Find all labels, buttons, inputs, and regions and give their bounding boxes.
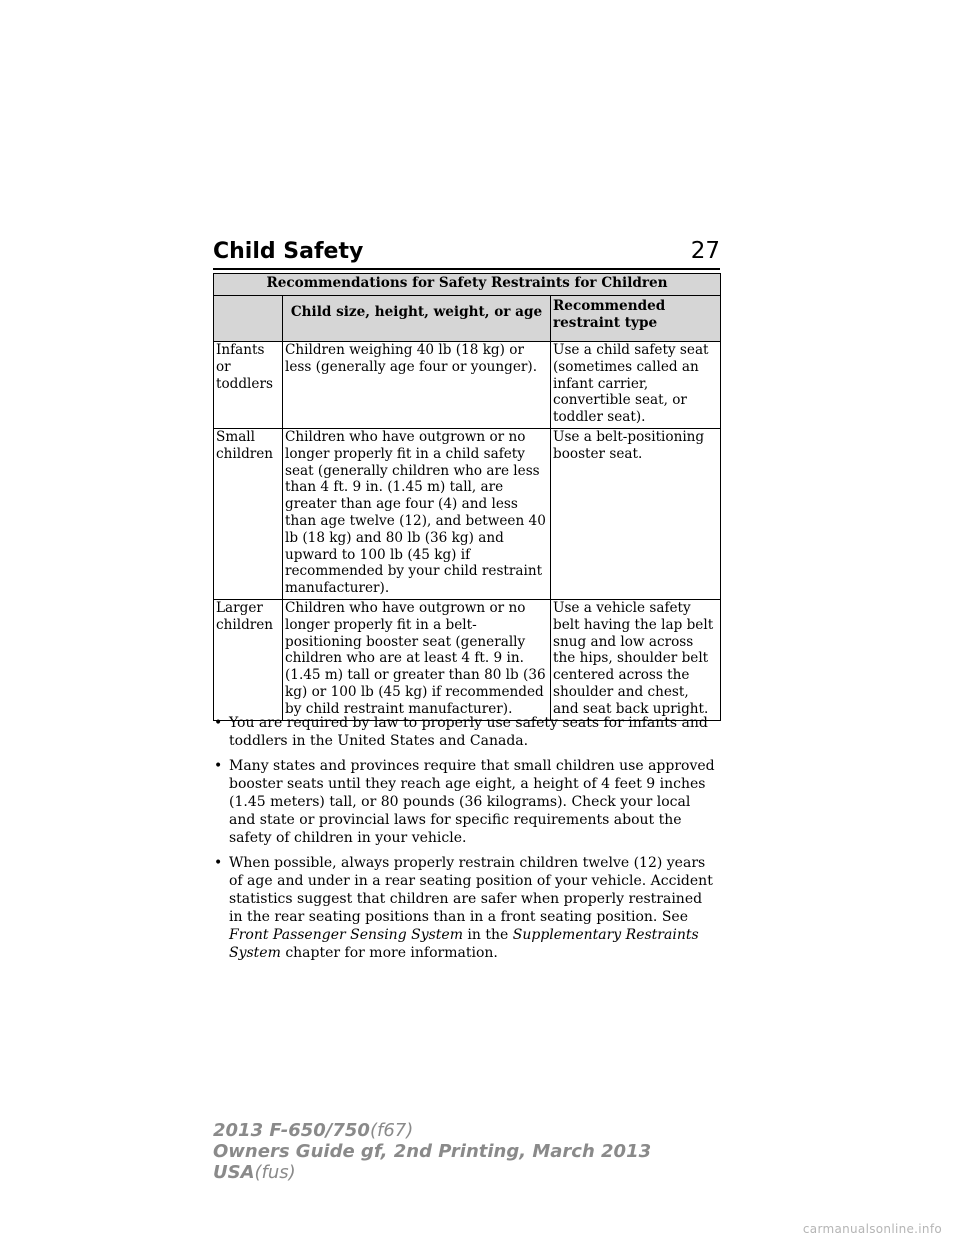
list-item-text: You are required by law to properly use safety seats for infants and toddlers in the United States and Canada. xyxy=(229,715,708,749)
footer-region-code: (fus) xyxy=(254,1162,296,1183)
list-item xyxy=(213,854,720,962)
table-title-row xyxy=(214,274,721,296)
footer-model: 2013 F-650/750 xyxy=(213,1120,370,1141)
row-restraint: Use a child safety seat (sometimes called an infant carrier, convertible seat, or toddler seat). xyxy=(551,342,721,429)
reference-supplementary-restraints: Supplementary Restraints System xyxy=(229,927,699,961)
footer-line-3 xyxy=(213,1162,651,1183)
footer-line-2: Owners Guide gf, 2nd Printing, March 2013 xyxy=(213,1141,652,1162)
bullet-icon: • xyxy=(214,758,223,774)
row-restraint: Use a vehicle safety belt having the lap belt snug and low across the hips, shoulder belt centered across the shoulder and chest, and seat back upright. xyxy=(551,599,721,720)
column-header-size: Child size, height, weight, or age xyxy=(283,296,551,342)
list-item xyxy=(213,714,720,750)
row-size: Children who have outgrown or no longer properly fit in a child safety seat (generally children who are less than 4 ft. 9 in. (1.45 m) tall, are greater than age four (4) and less than age twelve (12), and between 40 lb (18 kg) and 80 lb (36 kg) and upward to 100 lb (45 kg) if recommended by your child restraint manufacturer). xyxy=(283,428,551,599)
list-item-text: Many states and provinces require that small children use approved booster seats until they reach age eight, a height of 4 feet 9 inches (1.45 meters) tall, or 80 pounds (36 kilograms). Check your local and state or provincial laws for specific requirements about the safety of children in your vehicle. xyxy=(229,758,715,846)
footer-region: USA xyxy=(213,1162,255,1183)
restraints-table xyxy=(213,273,721,721)
footer-model-code: (f67) xyxy=(369,1120,414,1141)
column-header-restraint: Recommended restraint type xyxy=(551,296,721,342)
table-title: Recommendations for Safety Restraints for Children xyxy=(214,274,721,296)
bullet-icon: • xyxy=(214,715,223,731)
row-category: Larger children xyxy=(214,599,283,720)
footer-line-1 xyxy=(213,1120,651,1141)
table-header-row xyxy=(214,296,721,342)
reference-front-passenger-sensing: Front Passenger Sensing System xyxy=(229,927,463,943)
row-category: Small children xyxy=(214,428,283,599)
row-size: Children who have outgrown or no longer properly fit in a belt-positioning booster seat (generally children who are at least 4 ft. 9 in. (1.45 m) tall or greater than 80 lb (36 kg) or 100 lb (45 kg) if recommended by child restraint manufacturer). xyxy=(283,599,551,720)
list-item xyxy=(213,757,720,847)
table-row xyxy=(214,428,721,599)
list-item-text: in the xyxy=(462,927,513,943)
row-restraint: Use a belt-positioning booster seat. xyxy=(551,428,721,599)
page-footer xyxy=(213,1120,651,1183)
list-item-text: chapter for more information. xyxy=(280,945,498,961)
row-category: Infants or toddlers xyxy=(214,342,283,429)
bullet-icon: • xyxy=(214,855,223,871)
watermark: carmanualsonline.info xyxy=(802,1222,942,1236)
page-header xyxy=(213,230,720,264)
row-size: Children weighing 40 lb (18 kg) or less (generally age four or younger). xyxy=(283,342,551,429)
table-row xyxy=(214,342,721,429)
column-header-category xyxy=(214,296,283,342)
page-number: 27 xyxy=(690,238,720,264)
list-item-text: When possible, always properly restrain children twelve (12) years of age and under in a rear seating position of your vehicle. Accident statistics suggest that children are safer when properly restrained in the rear seating positions than in a front seating position. See xyxy=(229,855,713,925)
section-title: Child Safety xyxy=(213,239,364,264)
table-row xyxy=(214,599,721,720)
header-rule xyxy=(213,268,720,270)
safety-notes-list xyxy=(213,714,720,969)
